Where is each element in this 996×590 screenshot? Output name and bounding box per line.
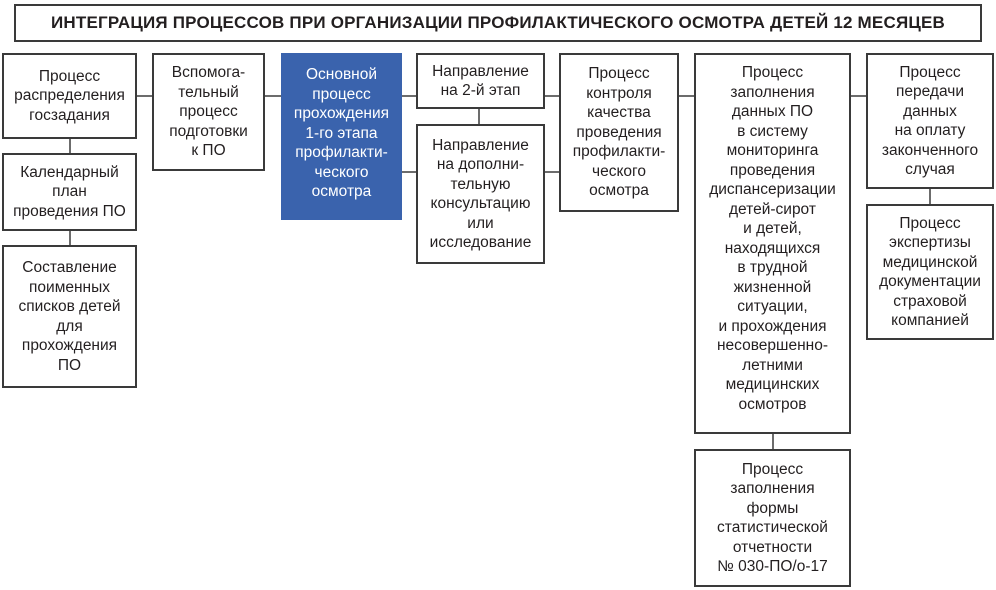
node-auxiliary-label: Вспомога- тельный процесс подготовки к ПО: [169, 64, 248, 160]
node-quality-control: [559, 53, 679, 212]
node-name-lists-label: Составление поименных списков детей для прохождения ПО: [18, 259, 121, 374]
node-calendar-plan: [2, 153, 137, 231]
node-stage2-referral-label: Направление на 2-й этап: [432, 62, 529, 99]
node-stat-form-label: Процесс заполнения формы статистической отчетности № 030-ПО/о-17: [717, 460, 828, 575]
node-auxiliary: [152, 53, 265, 171]
node-payment-data: [866, 53, 994, 189]
node-payment-data-label: Процесс передачи данных на оплату законченного случая: [881, 63, 979, 178]
node-expertise: [866, 204, 994, 340]
node-stage2-referral: [416, 53, 545, 109]
node-main-process-label: Основной процесс прохождения 1-го этапа профилакти- ческого осмотра: [293, 66, 390, 200]
node-expertise-label: Процесс экспертизы медицинской документации страховой компанией: [879, 214, 981, 329]
node-name-lists: [2, 245, 137, 388]
node-calendar-plan-label: Календарный план проведения ПО: [13, 163, 126, 220]
node-extra-referral: [416, 124, 545, 264]
node-state-task: [2, 53, 137, 139]
node-state-task-label: Процесс распределения госзадания: [14, 67, 125, 124]
node-monitoring: [694, 53, 851, 434]
diagram-title-text: ИНТЕГРАЦИЯ ПРОЦЕССОВ ПРИ ОРГАНИЗАЦИИ ПРОФИЛАКТИЧЕСКОГО ОСМОТРА ДЕТЕЙ 12 МЕСЯЦЕВ: [50, 13, 945, 32]
node-main-process: [281, 53, 402, 220]
node-extra-referral-label: Направление на дополни- тельную консультацию или исследование: [429, 136, 532, 251]
node-stat-form: [694, 449, 851, 587]
node-monitoring-label: Процесс заполнения данных ПО в систему мониторинга проведения диспансеризации детей-сирот и детей, находящихся в трудной жизненной ситуации, и прохождения несовершенно- летними медицинских осмотров: [709, 64, 836, 413]
node-quality-control-label: Процесс контроля качества проведения профилакти- ческого осмотра: [572, 65, 666, 200]
